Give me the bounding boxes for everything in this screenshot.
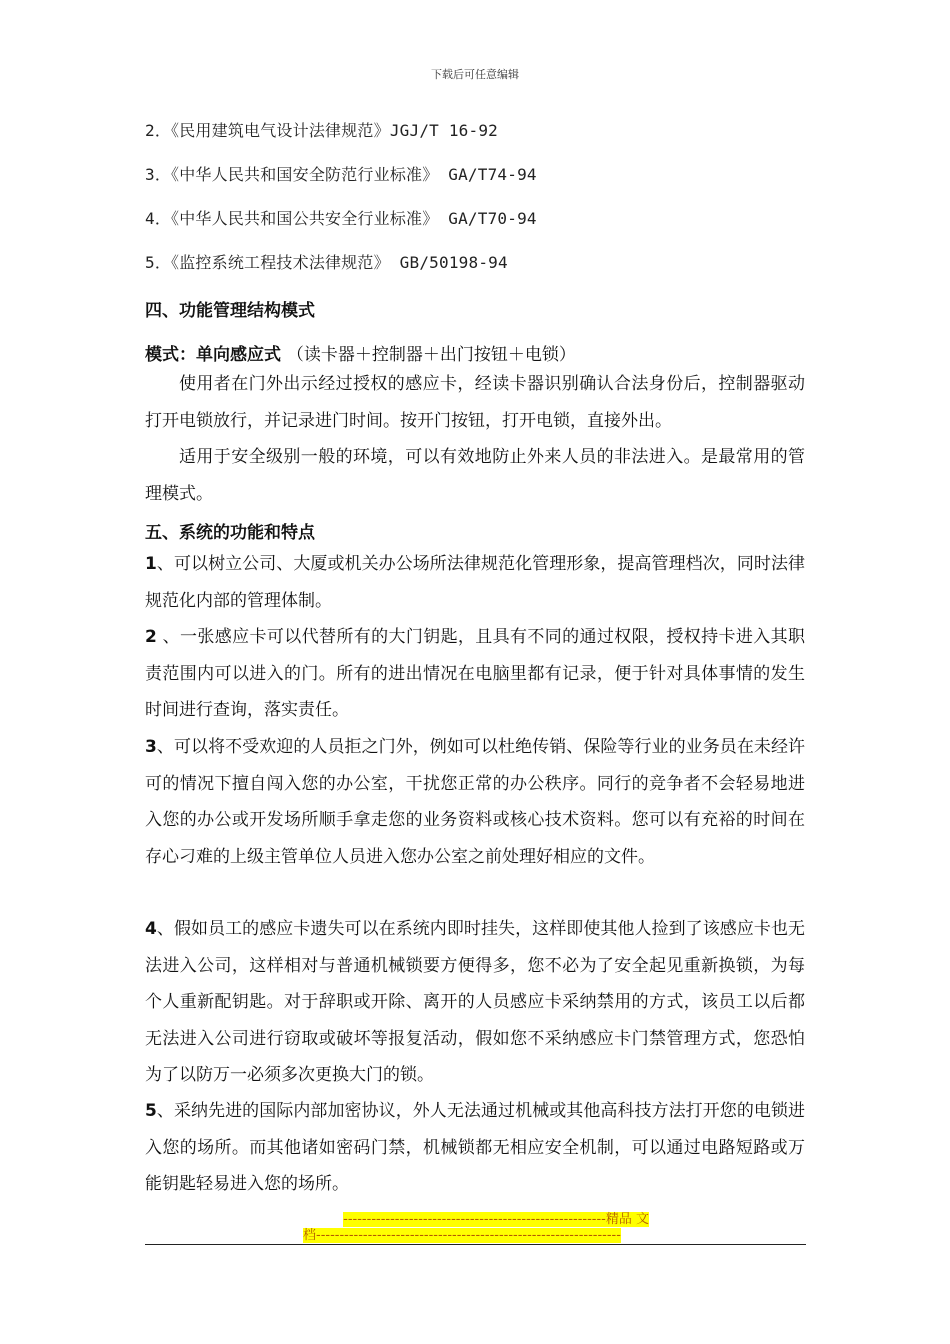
reference-item: 3．《中华人民共和国安全防范行业标准》 GA/T74-94 (145, 165, 537, 184)
item-text: 、可以树立公司、大厦或机关办公场所法律规范化管理形象，提高管理档次，同时法律规范化内部的管理体制。 (145, 554, 805, 611)
section-heading: 四、功能管理结构模式 (145, 301, 315, 321)
item-number: 5 (145, 1101, 157, 1121)
paragraph: 适用于安全级别一般的环境，可以有效地防止外来人员的非法进入。是最常用的管理模式。 (145, 447, 805, 504)
footer-banner (303, 1212, 649, 1244)
item-text: 、可以将不受欢迎的人员拒之门外，例如可以杜绝传销、保险等行业的业务员在未经许可的情况下擅自闯入您的办公室，干扰您正常的办公秩序。同行的竞争者不会轻易地进入您的办公或开发场所顺手拿走您的业务资料或核心技术资料。您可以有充裕的时间在存心刁难的上级主管单位人员进入您办公室之前处理好相应的文件。 (145, 737, 805, 867)
footer-line-2: 档----------------------------------------------------------------- (303, 1228, 621, 1243)
footer-line-1: --------------------------------------------------------精品 文 (343, 1212, 649, 1227)
item-text: 、假如员工的感应卡遗失可以在系统内即时挂失，这样即使其他人捡到了该感应卡也无法进入公司，这样相对与普通机械锁要方便得多，您不必为了安全起见重新换锁，为每个人重新配钥匙。对于辞职或开除、离开的人员感应卡采纳禁用的方式，该员工以后都无法进入公司进行窃取或破坏等报复活动，假如您不采纳感应卡门禁管理方式，您恐怕为了以防万一必须多次更换大门的锁。 (145, 919, 805, 1085)
mode-label: 模式：单向感应式 (145, 345, 281, 365)
reference-item: 5．《监控系统工程技术法律规范》 GB/50198-94 (145, 253, 508, 272)
reference-item: 2．《民用建筑电气设计法律规范》JGJ/T 16-92 (145, 121, 498, 140)
list-item (145, 619, 805, 729)
reference-item: 4．《中华人民共和国公共安全行业标准》 GA/T70-94 (145, 209, 537, 228)
header-note: 下载后可任意编辑 (431, 68, 519, 81)
list-item (145, 729, 805, 875)
section-heading: 五、系统的功能和特点 (145, 523, 315, 543)
item-text: 、一张感应卡可以代替所有的大门钥匙，且具有不同的通过权限，授权持卡进入其职责范围内可以进入的门。所有的进出情况在电脑里都有记录，便于针对具体事情的发生时间进行查询，落实责任。 (145, 627, 805, 720)
list-item (145, 546, 805, 619)
item-number: 3 (145, 737, 157, 757)
item-number: 2 (145, 627, 157, 647)
item-number: 1 (145, 554, 157, 574)
item-text: 、采纳先进的国际内部加密协议，外人无法通过机械或其他高科技方法打开您的电锁进入您的场所。而其他诸如密码门禁，机械锁都无相应安全机制，可以通过电路短路或万能钥匙轻易进入您的场所。 (145, 1101, 805, 1194)
footer-divider (145, 1244, 806, 1245)
mode-detail: （读卡器＋控制器＋出门按钮＋电锁） (286, 345, 576, 365)
list-item (145, 1093, 805, 1203)
list-item (145, 911, 805, 1094)
item-number: 4 (145, 919, 157, 939)
paragraph: 使用者在门外出示经过授权的感应卡，经读卡器识别确认合法身份后，控制器驱动打开电锁放行，并记录进门时间。按开门按钮，打开电锁，直接外出。 (145, 374, 805, 431)
mode-line (145, 340, 576, 365)
